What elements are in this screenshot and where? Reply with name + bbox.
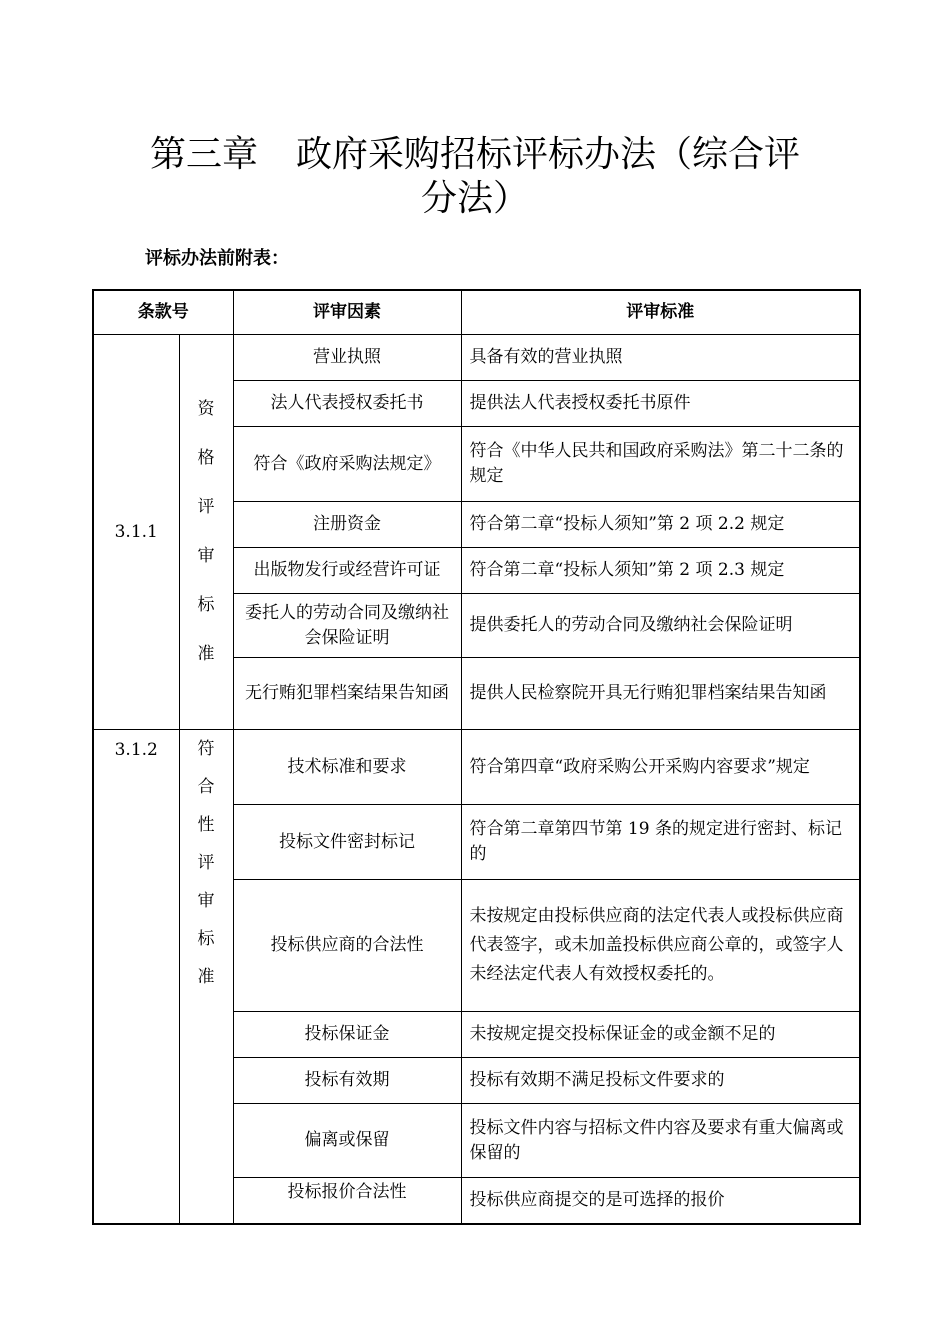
chapter-title xyxy=(150,133,800,221)
standard-cell: 符合《中华人民共和国政府采购法》第二十二条的规定 xyxy=(461,427,860,502)
factor-cell: 投标保证金 xyxy=(233,1012,461,1058)
factor-cell: 注册资金 xyxy=(233,502,461,548)
standard-cell: 提供人民检察院开具无行贿犯罪档案结果告知函 xyxy=(461,658,860,730)
factor-cell: 技术标准和要求 xyxy=(233,730,461,805)
factor-cell: 出版物发行或经营许可证 xyxy=(233,548,461,594)
group-label-qualification: 资格评审标准 xyxy=(179,335,233,730)
chapter-title-line-1 xyxy=(150,133,800,177)
factor-cell: 符合《政府采购法规定》 xyxy=(233,427,461,502)
standard-cell: 投标有效期不满足投标文件要求的 xyxy=(461,1058,860,1104)
standard-cell: 具备有效的营业执照 xyxy=(461,335,860,381)
table-row xyxy=(93,730,860,805)
standard-cell: 符合第二章第四节第 19 条的规定进行密封、标记的 xyxy=(461,805,860,880)
group-label-conformity: 符合性评审标准 xyxy=(179,730,233,1224)
evaluation-table xyxy=(92,289,861,1225)
factor-cell: 法人代表授权委托书 xyxy=(233,381,461,427)
factor-cell: 投标有效期 xyxy=(233,1058,461,1104)
chapter-title-line-2: 分法） xyxy=(420,178,529,219)
chapter-number: 第三章 xyxy=(150,134,259,175)
table-row xyxy=(93,335,860,381)
standard-cell: 未按规定由投标供应商的法定代表人或投标供应商代表签字，或未加盖投标供应商公章的，或签字人未经法定代表人有效授权委托的。 xyxy=(461,880,860,1012)
table-header-row xyxy=(93,290,860,335)
standard-cell: 投标供应商提交的是可选择的报价 xyxy=(461,1178,860,1224)
header-factor: 评审因素 xyxy=(233,290,461,335)
standard-cell: 投标文件内容与招标文件内容及要求有重大偏离或保留的 xyxy=(461,1104,860,1178)
table-caption: 评标办法前附表： xyxy=(145,248,289,269)
factor-cell: 投标报价合法性 xyxy=(233,1178,461,1224)
standard-cell: 符合第二章“投标人须知”第 2 项 2.2 规定 xyxy=(461,502,860,548)
standard-cell: 未按规定提交投标保证金的或金额不足的 xyxy=(461,1012,860,1058)
clause-number: 3.1.1 xyxy=(93,335,179,730)
standard-cell: 符合第四章“政府采购公开采购内容要求”规定 xyxy=(461,730,860,805)
factor-cell: 偏离或保留 xyxy=(233,1104,461,1178)
factor-cell: 投标文件密封标记 xyxy=(233,805,461,880)
header-clause: 条款号 xyxy=(93,290,233,335)
header-standard: 评审标准 xyxy=(461,290,860,335)
clause-number: 3.1.2 xyxy=(93,730,179,1224)
standard-cell: 符合第二章“投标人须知”第 2 项 2.3 规定 xyxy=(461,548,860,594)
factor-cell: 投标供应商的合法性 xyxy=(233,880,461,1012)
standard-cell: 提供委托人的劳动合同及缴纳社会保险证明 xyxy=(461,594,860,658)
factor-cell: 无行贿犯罪档案结果告知函 xyxy=(233,658,461,730)
factor-cell: 委托人的劳动合同及缴纳社会保险证明 xyxy=(233,594,461,658)
standard-cell: 提供法人代表授权委托书原件 xyxy=(461,381,860,427)
factor-cell: 营业执照 xyxy=(233,335,461,381)
chapter-name: 政府采购招标评标办法（综合评 xyxy=(296,134,801,175)
